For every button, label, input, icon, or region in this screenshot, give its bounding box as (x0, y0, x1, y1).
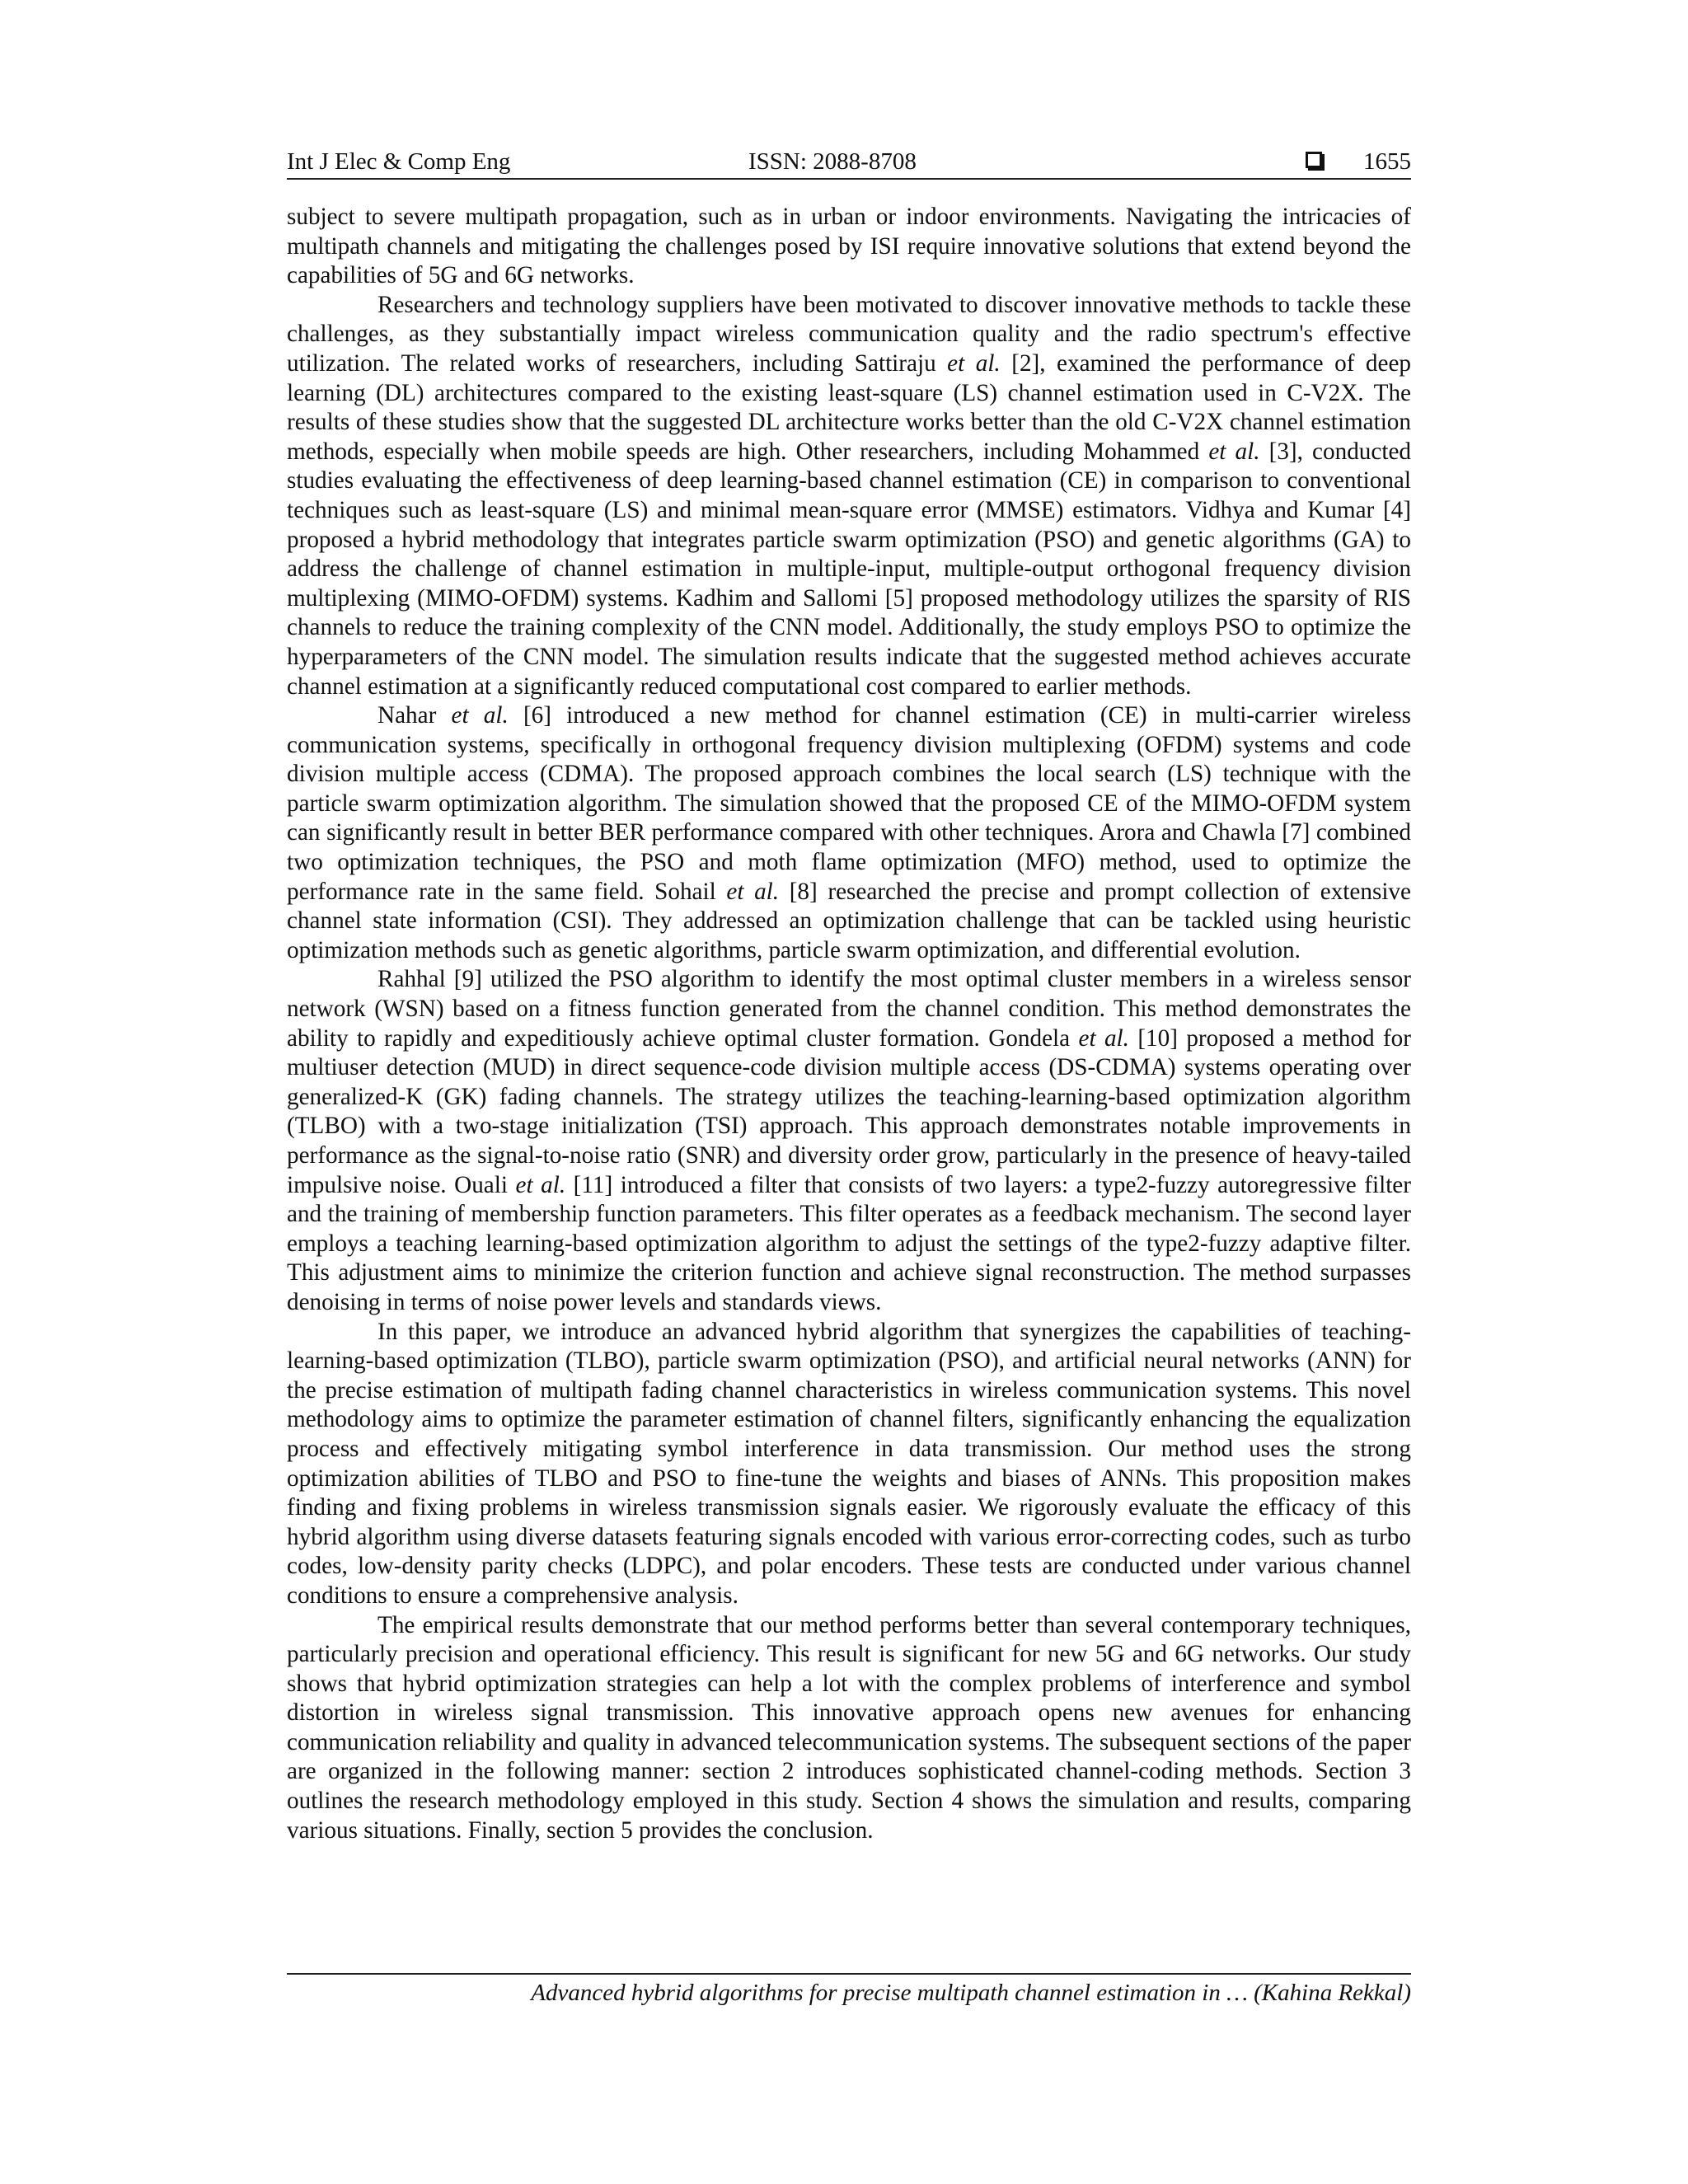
paragraph-text: [2], examined the performance of deep learning (DL) architectures compared to the existing least-square (LS) channel estimation used in C-V2X. The results of these studies show that the suggested DL architecture works better than the old C-V2X channel estimation methods, especially when mobile speeds are high. Other researchers, including Mohammed (287, 349, 1411, 465)
paragraph-text: [3], conducted studies evaluating the effectiveness of deep learning-based channel estimation (CE) in comparison to conventional techniques such as least-square (LS) and minimal mean-square error (MMSE) estimators. Vidhya and Kumar [4] proposed a hybrid methodology that integrates particle swarm optimization (PSO) and genetic algorithms (GA) to address the challenge of channel estimation in multiple-input, multiple-output orthogonal frequency division multiplexing (MIMO-OFDM) systems. Kadhim and Sallomi [5] proposed methodology utilizes the sparsity of RIS channels to reduce the training complexity of the CNN model. Additionally, the study employs PSO to optimize the hyperparameters of the CNN model. The simulation results indicate that the suggested method achieves accurate channel estimation at a significantly reduced computational cost compared to earlier methods. (287, 438, 1411, 700)
paragraph-4 (287, 965, 1411, 1317)
paragraph-text: [11] introduced a filter that consists of two layers: a type2-fuzzy autoregressive filter and the training of membership function parameters. This filter operates as a feedback mechanism. The second layer employs a teaching learning-based optimization algorithm to adjust the settings of the type2-fuzzy adaptive filter. This adjustment aims to minimize the criterion function and achieve signal reconstruction. The method surpasses denoising in terms of noise power levels and standards views. (287, 1171, 1411, 1315)
page-number: 1655 (1363, 148, 1411, 175)
page-footer (287, 1973, 1411, 2009)
et-al: et al. (451, 702, 509, 729)
running-title: Advanced hybrid algorithms for precise multipath channel estimation in … (Kahina Rekkal) (531, 1980, 1411, 2006)
paragraph-text: [8] researched the precise and prompt collection of extensive channel state information (CSI). They addressed an optimization challenge that can be tackled using heuristic optimization methods such as genetic algorithms, particle swarm optimization, and differential evolution. (287, 878, 1411, 963)
body-text (287, 203, 1411, 1845)
paragraph-text: Researchers and technology suppliers have been motivated to discover innovative methods to tackle these challenges, as they substantially impact wireless communication quality and the radio spectrum's effective utilization. The related works of researchers, including Sattiraju (287, 291, 1411, 377)
et-al: et al. (1078, 1024, 1129, 1052)
et-al: et al. (947, 349, 1001, 377)
paragraph-1: subject to severe multipath propagation, such as in urban or indoor environments. Navigating the intricacies of multipath channels and mitigating the challenges posed by ISI require innovative solutions that extend beyond the capabilities of 5G and 6G networks. (287, 204, 1411, 289)
square-bullet-icon (1306, 152, 1322, 168)
journal-name: Int J Elec & Comp Eng (287, 148, 511, 175)
paragraph-6: The empirical results demonstrate that our method performs better than several contemporary techniques, particularly precision and operational efficiency. This result is significant for new 5G and 6G networks. Our study shows that hybrid optimization strategies can help a lot with the complex problems of interference and symbol distortion in wireless signal transmission. This innovative approach opens new avenues for enhancing communication reliability and quality in advanced telecommunication systems. The subsequent sections of the paper are organized in the following manner: section 2 introduces sophisticated channel-coding methods. Section 3 outlines the research methodology employed in this study. Section 4 shows the simulation and results, comparing various situations. Finally, section 5 provides the conclusion. (287, 1611, 1411, 1844)
paragraph-2 (287, 291, 1411, 701)
paragraph-3 (287, 701, 1411, 965)
et-al: et al. (1208, 438, 1260, 465)
paragraph-text: [6] introduced a new method for channel estimation (CE) in multi-carrier wireless communication systems, specifically in orthogonal frequency division multiplexing (OFDM) systems and code division multiple access (CDMA). The proposed approach combines the local search (LS) technique with the particle swarm optimization algorithm. The simulation showed that the proposed CE of the MIMO-OFDM system can significantly result in better BER performance compared with other techniques. Arora and Chawla [7] combined two optimization techniques, the PSO and moth flame optimization (MFO) method, used to optimize the performance rate in the same field. Sohail (287, 702, 1411, 905)
page-header (287, 145, 1411, 180)
et-al: et al. (515, 1171, 566, 1198)
issn: ISSN: 2088-8708 (748, 148, 917, 175)
paragraph-text: Nahar (377, 702, 452, 729)
et-al: et al. (726, 878, 780, 905)
paragraph-5: In this paper, we introduce an advanced hybrid algorithm that synergizes the capabilities of teaching-learning-based optimization (TLBO), particle swarm optimization (PSO), and artificial neural networks (ANN) for the precise estimation of multipath fading channel characteristics in wireless communication systems. This novel methodology aims to optimize the parameter estimation of channel filters, significantly enhancing the equalization process and effectively mitigating symbol interference in data transmission. Our method uses the strong optimization abilities of TLBO and PSO to fine-tune the weights and biases of ANNs. This proposition makes finding and fixing problems in wireless transmission signals easier. We rigorously evaluate the efficacy of this hybrid algorithm using diverse datasets featuring signals encoded with various error-correcting codes, such as turbo codes, low-density parity checks (LDPC), and polar encoders. These tests are conducted under various channel conditions to ensure a comprehensive analysis. (287, 1318, 1411, 1609)
paragraph-text: Rahhal [9] utilized the PSO algorithm to identify the most optimal cluster members in a wireless sensor network (WSN) based on a fitness function generated from the channel condition. This method demonstrates the ability to rapidly and expeditiously achieve optimal cluster formation. Gondela (287, 966, 1411, 1052)
paragraph-text: [10] proposed a method for multiuser detection (MUD) in direct sequence-code division multiple access (DS-CDMA) systems operating over generalized-K (GK) fading channels. The strategy utilizes the teaching-learning-based optimization algorithm (TLBO) with a two-stage initialization (TSI) approach. This approach demonstrates notable improvements in performance as the signal-to-noise ratio (SNR) and diversity order grow, particularly in the presence of heavy-tailed impulsive noise. Ouali (287, 1024, 1411, 1198)
